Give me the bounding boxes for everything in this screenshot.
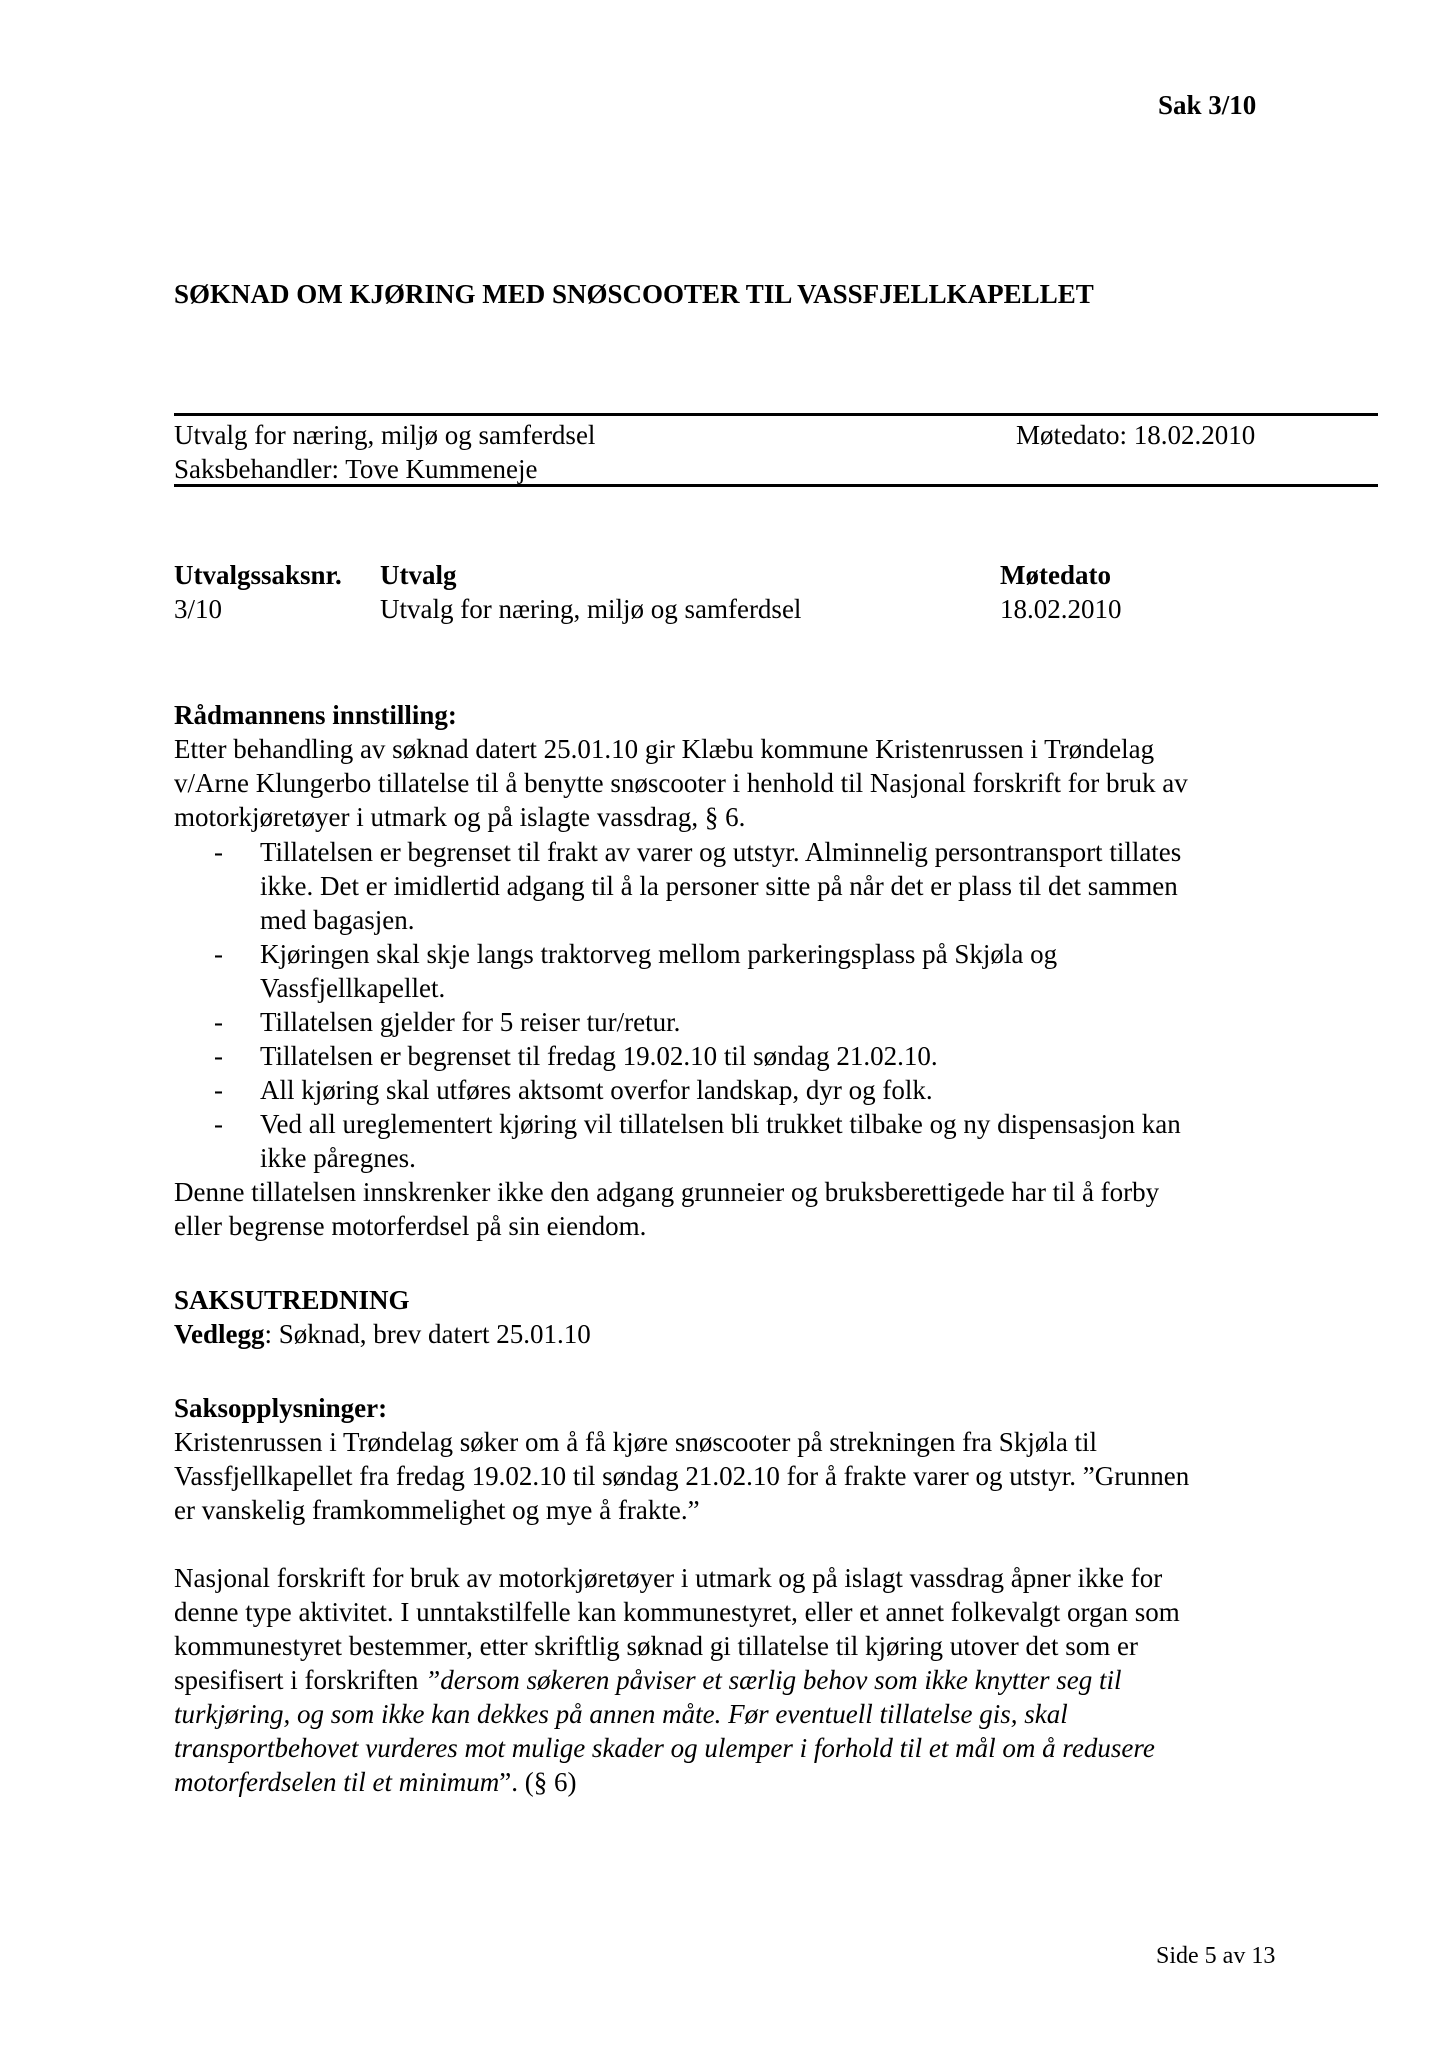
recommendation-outro: Denne tillatelsen innskrenker ikke den adgang grunneier og bruksberettigede har til å forby bbox=[174, 1177, 1160, 1207]
meeting-date: Møtedato: 18.02.2010 bbox=[1016, 420, 1256, 450]
regulation-text: spesifisert i forskriften bbox=[174, 1665, 426, 1695]
table-header-motedato: Møtedato bbox=[1000, 560, 1111, 590]
attachment-label: Vedlegg bbox=[174, 1319, 265, 1349]
bullet-dash: - bbox=[214, 1109, 223, 1139]
regulation-reference: ”. (§ 6) bbox=[499, 1767, 577, 1797]
condition-line: Kjøringen skal skje langs traktorveg mellom parkeringsplass på Skjøla og bbox=[260, 939, 1058, 969]
investigation-heading: SAKSUTREDNING bbox=[174, 1285, 410, 1315]
condition-line: Tillatelsen gjelder for 5 reiser tur/retur. bbox=[260, 1007, 681, 1037]
condition-line: ikke. Det er imidlertid adgang til å la personer sitte på når det er plass til det sammen bbox=[260, 871, 1178, 901]
page-number: Side 5 av 13 bbox=[1156, 1943, 1276, 1969]
regulation-line bbox=[174, 1663, 1122, 1697]
recommendation-line: motorkjøretøyer i utmark og på islagte vassdrag, § 6. bbox=[174, 802, 746, 832]
attachment-line bbox=[174, 1317, 591, 1351]
top-rule bbox=[174, 413, 1378, 416]
facts-line: er vanskelig framkommelighet og mye å frakte.” bbox=[174, 1495, 700, 1525]
document-title: SØKNAD OM KJØRING MED SNØSCOOTER TIL VASSFJELLKAPELLET bbox=[174, 279, 1094, 309]
facts-heading: Saksopplysninger: bbox=[174, 1393, 388, 1423]
condition-line: ikke påregnes. bbox=[260, 1143, 416, 1173]
regulation-quote-line: transportbehovet vurderes mot mulige skader og ulemper i forhold til et mål om å redusere bbox=[174, 1733, 1155, 1763]
table-cell-motedato: 18.02.2010 bbox=[1000, 594, 1122, 624]
condition-line: Vassfjellkapellet. bbox=[260, 973, 446, 1003]
committee-name: Utvalg for næring, miljø og samferdsel bbox=[174, 420, 596, 450]
attachment-text: : Søknad, brev datert 25.01.10 bbox=[264, 1319, 591, 1349]
condition-line: med bagasjen. bbox=[260, 905, 415, 935]
recommendation-heading: Rådmannens innstilling: bbox=[174, 700, 457, 730]
recommendation-line: v/Arne Klungerbo tillatelse til å benytte snøscooter i henhold til Nasjonal forskrift for bruk av bbox=[174, 768, 1188, 798]
bullet-dash: - bbox=[214, 837, 223, 867]
case-handler: Saksbehandler: Tove Kummeneje bbox=[174, 454, 538, 484]
bullet-dash: - bbox=[214, 1075, 223, 1105]
regulation-line: Nasjonal forskrift for bruk av motorkjøretøyer i utmark og på islagt vassdrag åpner ikke for bbox=[174, 1563, 1163, 1593]
table-cell-utvalg: Utvalg for næring, miljø og samferdsel bbox=[380, 594, 802, 624]
regulation-quote-line: turkjøring, og som ikke kan dekkes på annen måte. Før eventuell tillatelse gis, skal bbox=[174, 1699, 1068, 1729]
facts-line: Kristenrussen i Trøndelag søker om å få kjøre snøscooter på strekningen fra Skjøla til bbox=[174, 1427, 1098, 1457]
condition-line: Tillatelsen er begrenset til fredag 19.02.10 til søndag 21.02.10. bbox=[260, 1041, 938, 1071]
table-cell-saksnr: 3/10 bbox=[174, 594, 223, 624]
bottom-rule bbox=[174, 484, 1378, 487]
facts-line: Vassfjellkapellet fra fredag 19.02.10 til søndag 21.02.10 for å frakte varer og utstyr. ”Grunnen bbox=[174, 1461, 1190, 1491]
condition-line: Ved all ureglementert kjøring vil tillatelsen bli trukket tilbake og ny dispensasjon kan bbox=[260, 1109, 1181, 1139]
regulation-line bbox=[174, 1765, 576, 1799]
condition-line: Tillatelsen er begrenset til frakt av varer og utstyr. Alminnelig persontransport tillates bbox=[260, 837, 1182, 867]
case-number: Sak 3/10 bbox=[1158, 90, 1257, 120]
recommendation-outro: eller begrense motorferdsel på sin eiendom. bbox=[174, 1211, 647, 1241]
condition-line: All kjøring skal utføres aktsomt overfor landskap, dyr og folk. bbox=[260, 1075, 933, 1105]
bullet-dash: - bbox=[214, 1007, 223, 1037]
bullet-dash: - bbox=[214, 1041, 223, 1071]
table-header-saksnr: Utvalgssaksnr. bbox=[174, 560, 342, 590]
recommendation-line: Etter behandling av søknad datert 25.01.10 gir Klæbu kommune Kristenrussen i Trøndelag bbox=[174, 734, 1155, 764]
bullet-dash: - bbox=[214, 939, 223, 969]
regulation-line: denne type aktivitet. I unntakstilfelle kan kommunestyret, eller et annet folkevalgt organ som bbox=[174, 1597, 1180, 1627]
regulation-quote: ”dersom søkeren påviser et særlig behov som ikke knytter seg til bbox=[425, 1665, 1122, 1695]
regulation-line: kommunestyret bestemmer, etter skriftlig søknad gi tillatelse til kjøring utover det som er bbox=[174, 1631, 1138, 1661]
table-header-utvalg: Utvalg bbox=[380, 560, 457, 590]
regulation-quote: motorferdselen til et minimum bbox=[174, 1767, 500, 1797]
